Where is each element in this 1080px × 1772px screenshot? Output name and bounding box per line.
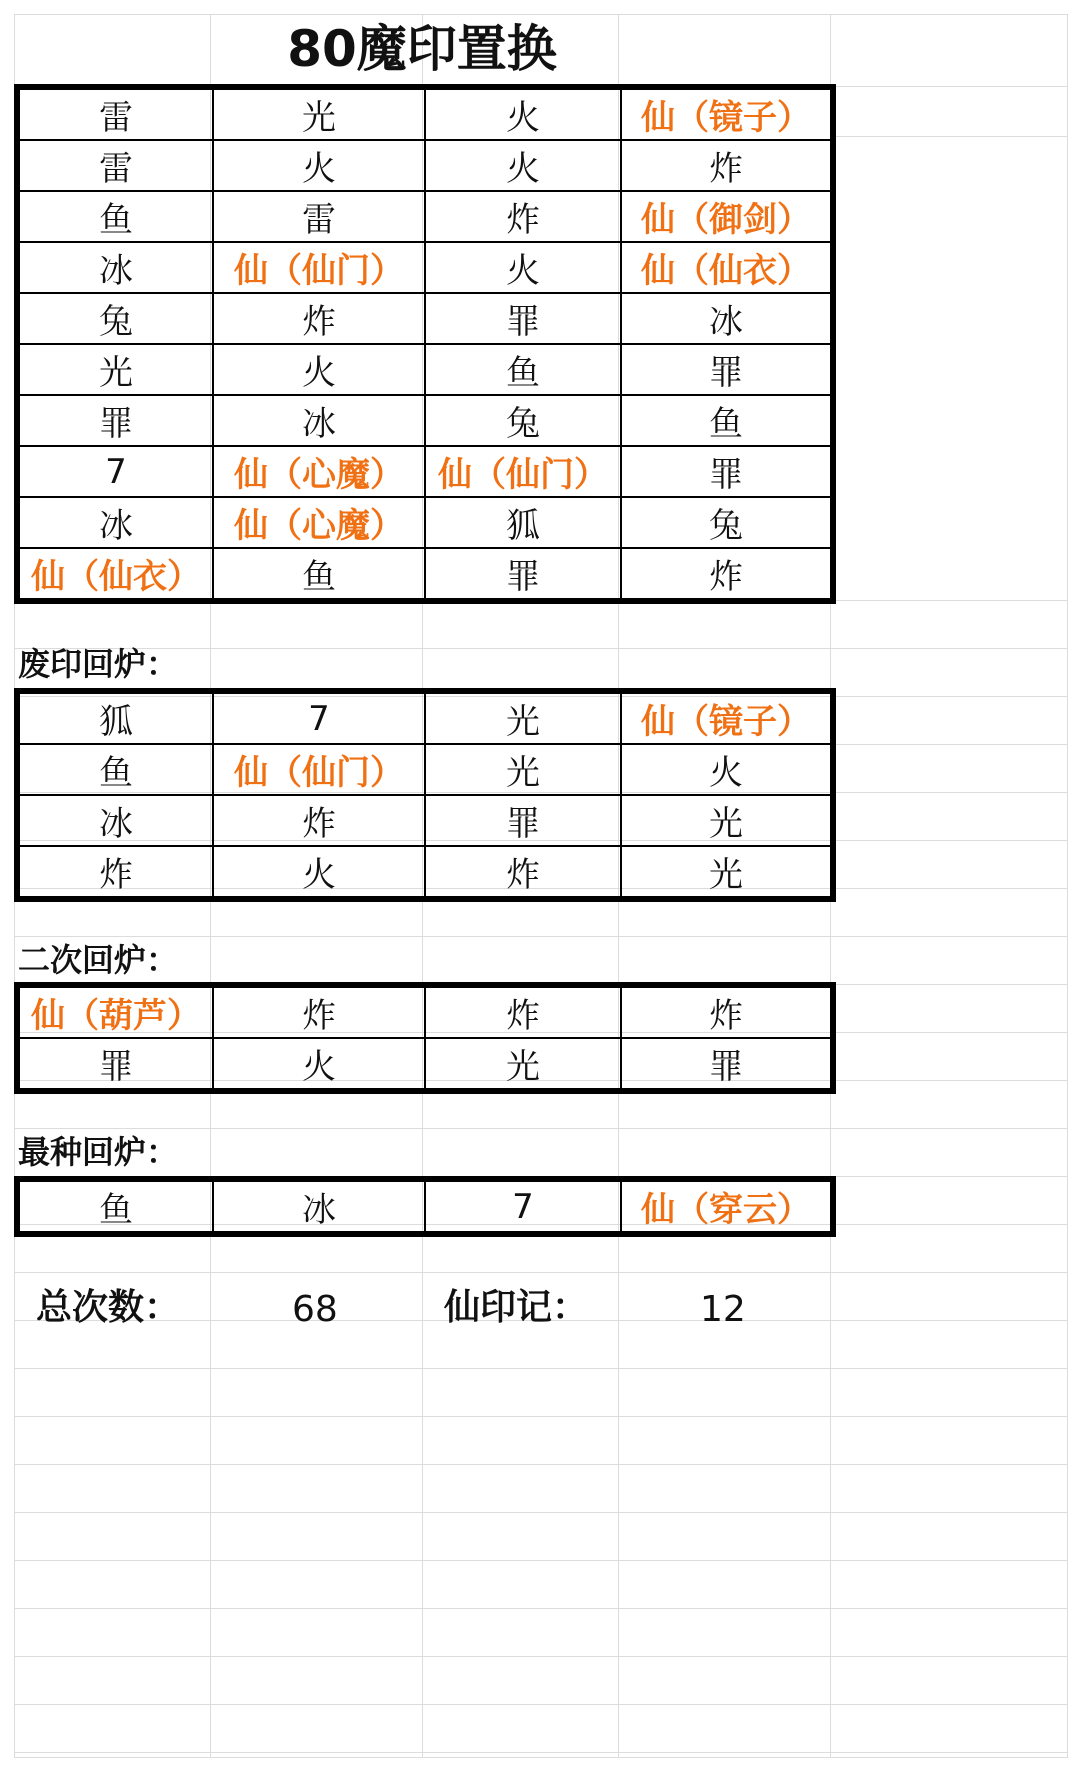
- final-recycle-table-cell: 冰: [213, 1179, 425, 1234]
- grid-horizontal-line: [14, 936, 1068, 937]
- main-table-cell: 仙（仙门）: [425, 446, 621, 497]
- main-table-cell: 炸: [425, 191, 621, 242]
- main-table-cell: 火: [425, 87, 621, 140]
- main-table-cell: 冰: [17, 497, 213, 548]
- second-recycle-label: 二次回炉：: [18, 941, 179, 979]
- recycle-table-cell: 火: [621, 744, 833, 795]
- page-title: 80魔印置换: [287, 20, 557, 78]
- recycle-table-cell: 炸: [213, 795, 425, 846]
- second-recycle-table-cell: 仙（葫芦）: [17, 985, 213, 1038]
- main-table-cell: 罪: [425, 548, 621, 601]
- recycle-table-row: [17, 795, 833, 846]
- main-table-cell: 仙（心魔）: [213, 497, 425, 548]
- main-table-row: [17, 497, 833, 548]
- main-table-cell: 炸: [621, 548, 833, 601]
- xian-mark-value: 12: [700, 1289, 746, 1330]
- grid-horizontal-line: [14, 1368, 1068, 1369]
- main-table-cell: 罪: [425, 293, 621, 344]
- grid-horizontal-line: [14, 1512, 1068, 1513]
- main-table-cell: 冰: [17, 242, 213, 293]
- main-table-cell: 火: [425, 140, 621, 191]
- main-table-cell: 雷: [17, 87, 213, 140]
- recycle-table-cell: 炸: [425, 846, 621, 899]
- second-recycle-table-cell: 火: [213, 1038, 425, 1091]
- main-table-cell: 火: [425, 242, 621, 293]
- second-recycle-table-cell: 罪: [17, 1038, 213, 1091]
- grid-horizontal-line: [830, 86, 1068, 87]
- main-table-cell: 光: [213, 87, 425, 140]
- main-table-cell: 鱼: [425, 344, 621, 395]
- main-table-cell: 冰: [213, 395, 425, 446]
- second-recycle-table-cell: 炸: [425, 985, 621, 1038]
- second-recycle-table-cell: 炸: [213, 985, 425, 1038]
- main-table-cell: 罪: [621, 446, 833, 497]
- total-count-label: 总次数：: [36, 1287, 181, 1328]
- final-recycle-label: 最种回炉：: [18, 1133, 179, 1171]
- main-table-row: [17, 395, 833, 446]
- main-table-cell: 炸: [213, 293, 425, 344]
- main-seal-table: [14, 84, 836, 604]
- main-table-cell: 仙（仙衣）: [621, 242, 833, 293]
- grid-horizontal-line: [14, 1656, 1068, 1657]
- second-recycle-table-row: [17, 1038, 833, 1091]
- main-table-cell: 兔: [425, 395, 621, 446]
- main-table-cell: 鱼: [213, 548, 425, 601]
- grid-horizontal-line: [14, 1416, 1068, 1417]
- recycle-table-row: [17, 744, 833, 795]
- main-table-cell: 冰: [621, 293, 833, 344]
- recycle-table-cell: 7: [213, 691, 425, 744]
- second-recycle-table-cell: 罪: [621, 1038, 833, 1091]
- main-table-cell: 仙（镜子）: [621, 87, 833, 140]
- main-table-cell: 7: [17, 446, 213, 497]
- recycle-table-cell: 光: [425, 691, 621, 744]
- recycle-table-cell: 炸: [17, 846, 213, 899]
- xian-mark-label: 仙印记：: [444, 1287, 589, 1328]
- main-table-cell: 雷: [213, 191, 425, 242]
- grid-horizontal-line: [14, 1128, 1068, 1129]
- total-count-value: 68: [292, 1289, 338, 1330]
- recycle-table-row: [17, 691, 833, 744]
- main-table-cell: 狐: [425, 497, 621, 548]
- grid-horizontal-line: [830, 136, 1068, 137]
- main-table-cell: 火: [213, 344, 425, 395]
- main-table-row: [17, 140, 833, 191]
- grid-horizontal-line: [14, 1752, 1068, 1753]
- main-table-row: [17, 446, 833, 497]
- main-table-cell: 仙（仙衣）: [17, 548, 213, 601]
- grid-horizontal-line: [14, 1560, 1068, 1561]
- main-table-cell: 鱼: [17, 191, 213, 242]
- final-recycle-table-cell: 7: [425, 1179, 621, 1234]
- recycle-table-cell: 鱼: [17, 744, 213, 795]
- main-table-cell: 鱼: [621, 395, 833, 446]
- main-table-cell: 光: [17, 344, 213, 395]
- main-table-row: [17, 242, 833, 293]
- recycle-table-cell: 狐: [17, 691, 213, 744]
- second-recycle-table-cell: 光: [425, 1038, 621, 1091]
- recycle-table-cell: 罪: [425, 795, 621, 846]
- recycle-table-cell: 光: [425, 744, 621, 795]
- recycle-table-cell: 光: [621, 846, 833, 899]
- recycle-label: 废印回炉：: [18, 645, 179, 683]
- grid-horizontal-line: [14, 1464, 1068, 1465]
- main-table-cell: 罪: [621, 344, 833, 395]
- grid-horizontal-line: [14, 1272, 1068, 1273]
- main-table-cell: 兔: [621, 497, 833, 548]
- main-table-row: [17, 87, 833, 140]
- recycle-table-cell: 仙（镜子）: [621, 691, 833, 744]
- recycle-table-cell: 冰: [17, 795, 213, 846]
- main-table-row: [17, 344, 833, 395]
- final-recycle-table-row: [17, 1179, 833, 1234]
- main-table-cell: 罪: [17, 395, 213, 446]
- main-table-cell: 炸: [621, 140, 833, 191]
- main-table-cell: 仙（心魔）: [213, 446, 425, 497]
- main-table-cell: 火: [213, 140, 425, 191]
- recycle-table-cell: 仙（仙门）: [213, 744, 425, 795]
- main-table-cell: 仙（御剑）: [621, 191, 833, 242]
- grid-horizontal-line: [14, 1608, 1068, 1609]
- main-table-row: [17, 293, 833, 344]
- final-recycle-table-cell: 鱼: [17, 1179, 213, 1234]
- recycle-table-row: [17, 846, 833, 899]
- main-table-cell: 雷: [17, 140, 213, 191]
- second-recycle-table: [14, 982, 836, 1094]
- second-recycle-table-row: [17, 985, 833, 1038]
- final-recycle-table: [14, 1176, 836, 1237]
- recycle-table: [14, 688, 836, 902]
- final-recycle-table-cell: 仙（穿云）: [621, 1179, 833, 1234]
- second-recycle-table-cell: 炸: [621, 985, 833, 1038]
- recycle-table-cell: 火: [213, 846, 425, 899]
- main-table-row: [17, 191, 833, 242]
- main-table-row: [17, 548, 833, 601]
- grid-horizontal-line: [14, 1704, 1068, 1705]
- main-table-cell: 兔: [17, 293, 213, 344]
- recycle-table-cell: 光: [621, 795, 833, 846]
- main-table-cell: 仙（仙门）: [213, 242, 425, 293]
